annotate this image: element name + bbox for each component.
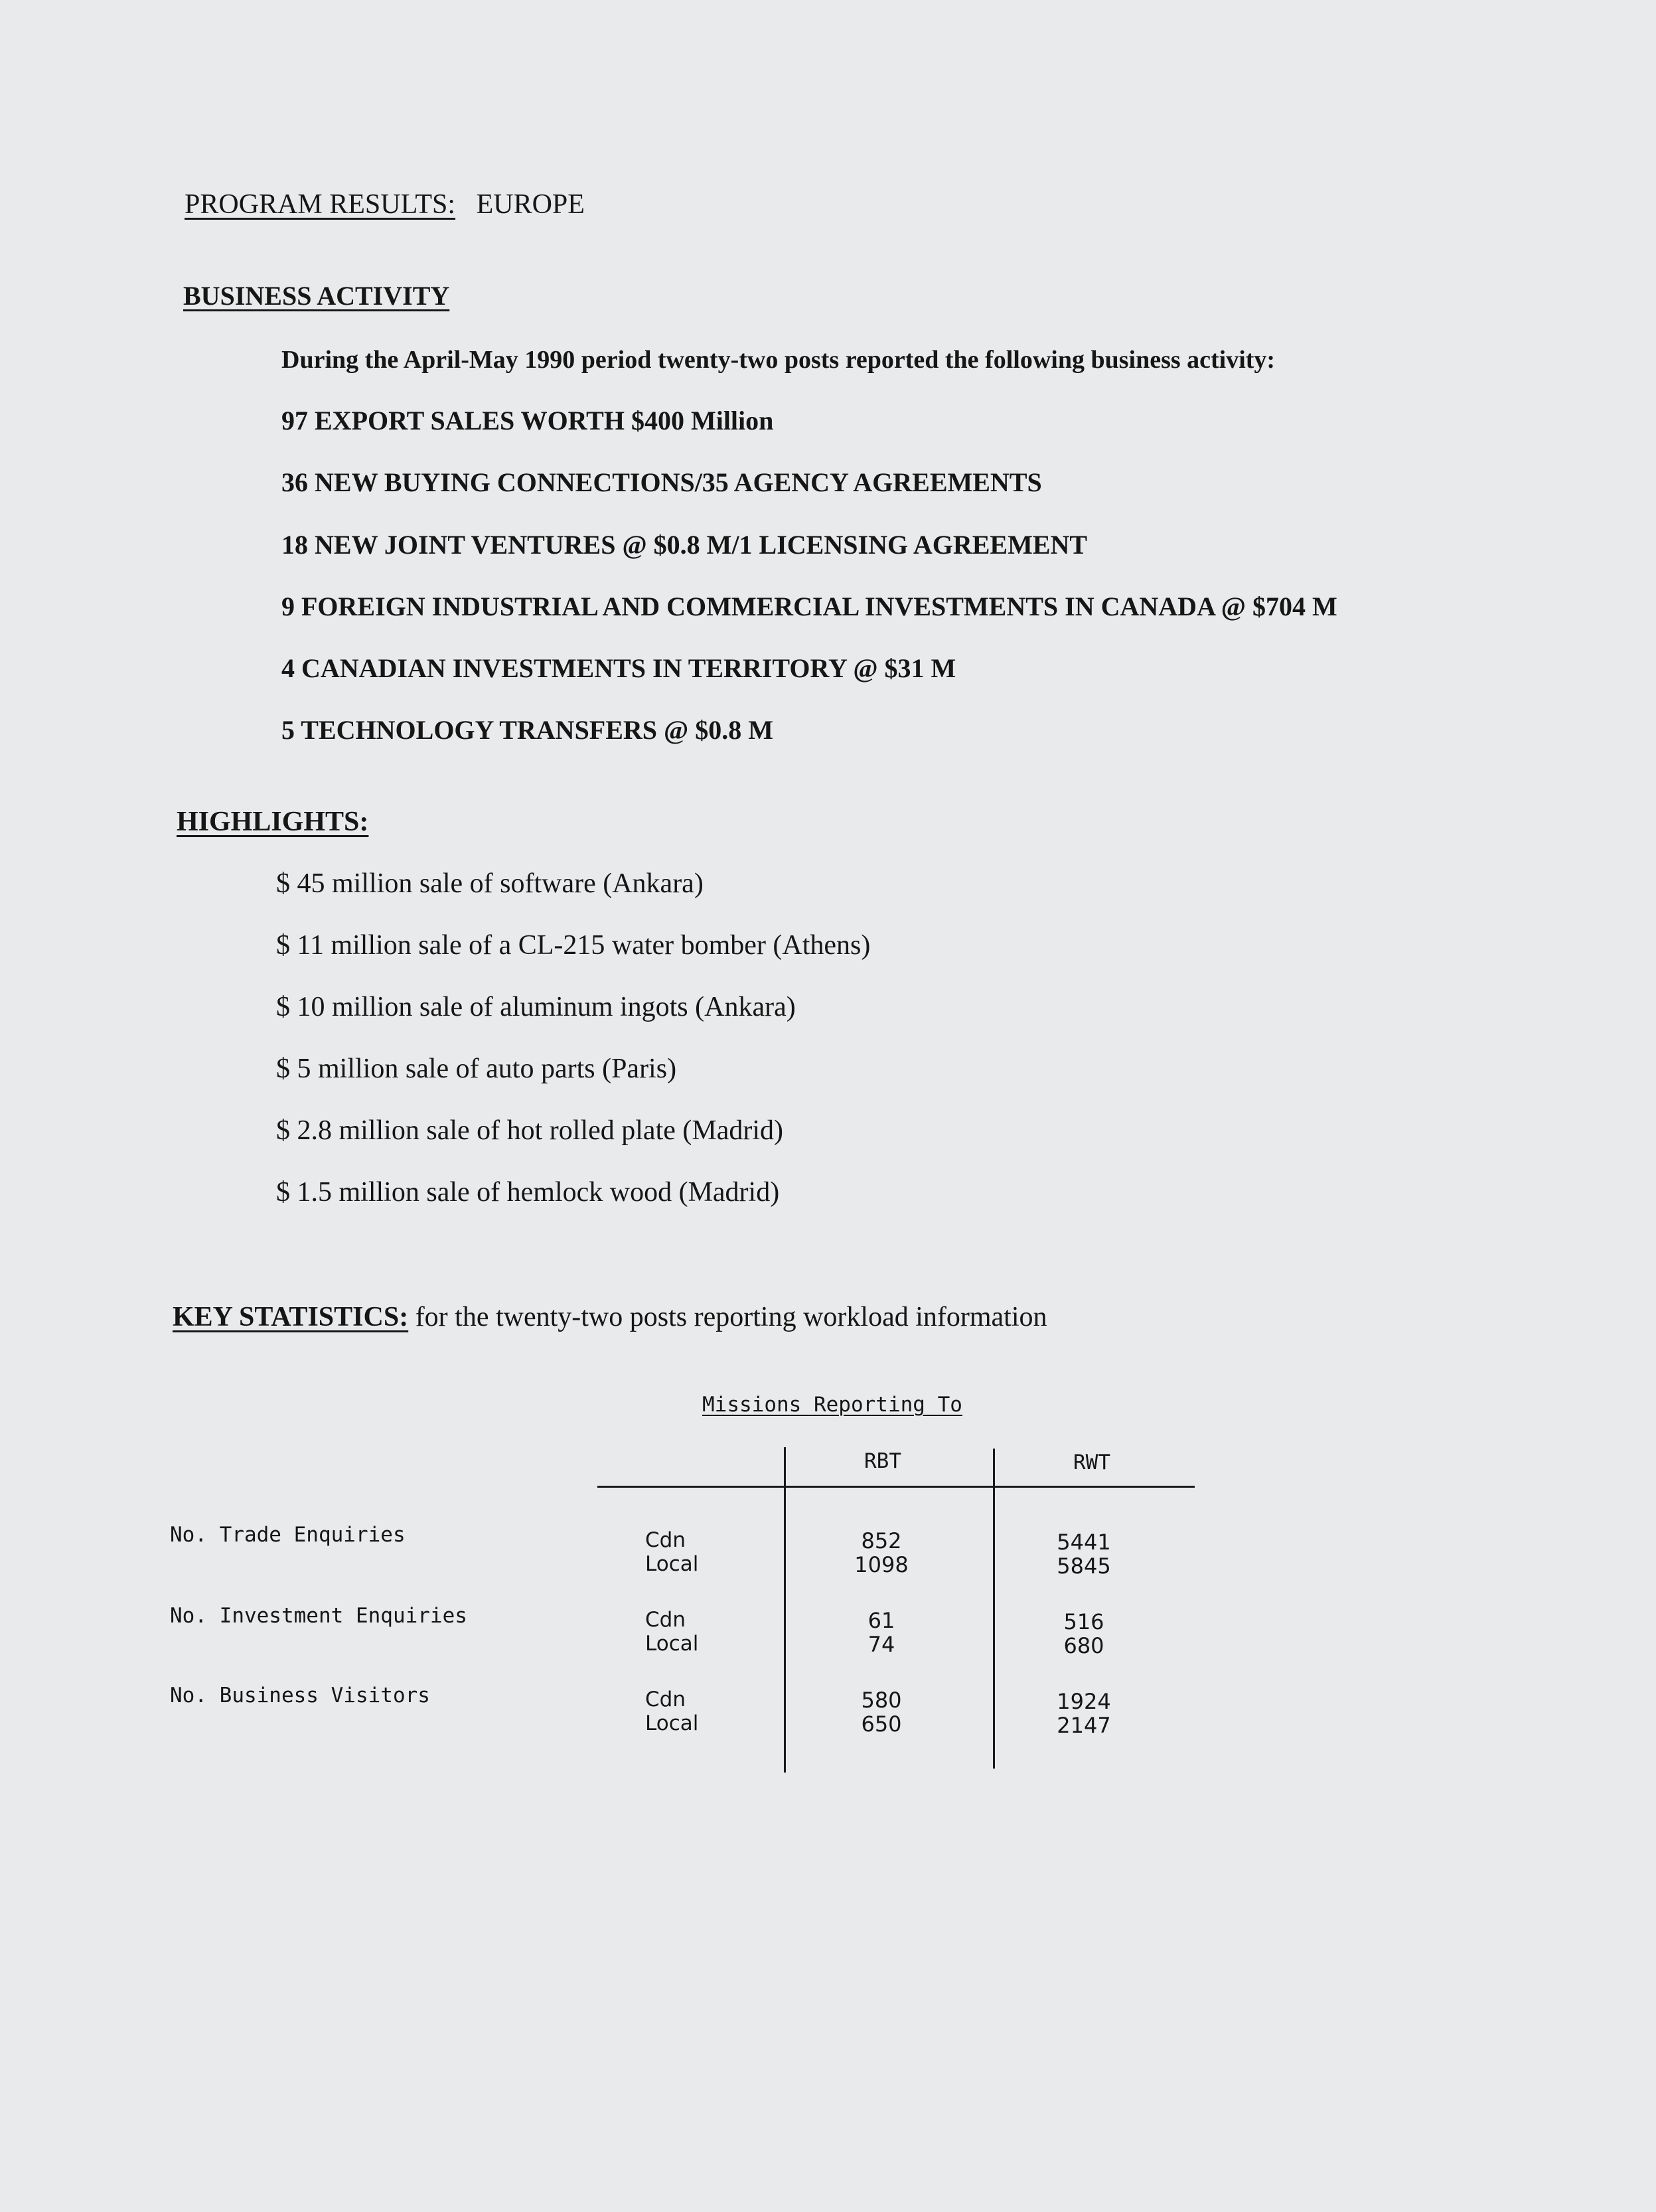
table-cell: 5441 [1057,1530,1111,1555]
business-activity-intro: During the April-May 1990 period twenty-two posts reported the following business activity: [281,346,1276,374]
highlight-item: $ 1.5 million sale of hemlock wood (Madrid) [276,1177,780,1208]
row-sub-cdn: Cdn [645,1688,686,1711]
highlight-item: $ 11 million sale of a CL-215 water bomber (Athens) [276,930,871,961]
table-cell: 650 [861,1711,902,1737]
highlight-item: $ 2.8 million sale of hot rolled plate (Madrid) [276,1115,783,1146]
table-column-divider [993,1449,995,1769]
table-cell: 852 [861,1528,902,1553]
table-column-divider [784,1447,786,1773]
row-label-investment-enquiries: No. Investment Enquiries [170,1604,467,1628]
row-sub-local: Local [645,1632,699,1656]
page-title-region: EUROPE [476,189,585,220]
row-sub-cdn: Cdn [645,1608,686,1632]
table-cell: 5845 [1057,1553,1111,1579]
table-cell: 74 [867,1632,895,1657]
key-statistics-heading [173,1301,1047,1333]
activity-item: 18 NEW JOINT VENTURES @ $0.8 M/1 LICENSING AGREEMENT [281,530,1088,560]
activity-item: 4 CANADIAN INVESTMENTS IN TERRITORY @ $31 M [281,653,956,683]
table-cell: 1924 [1057,1689,1111,1714]
table-title: Missions Reporting To [702,1393,962,1417]
highlight-item: $ 45 million sale of software (Ankara) [276,868,704,899]
table-cell: 2147 [1057,1713,1111,1738]
table-cell: 61 [867,1608,895,1633]
row-label-trade-enquiries: No. Trade Enquiries [170,1523,406,1547]
highlight-item: $ 10 million sale of aluminum ingots (Ankara) [276,992,796,1022]
highlight-item: $ 5 million sale of auto parts (Paris) [276,1054,677,1084]
row-sub-local: Local [645,1552,699,1576]
business-activity-heading: BUSINESS ACTIVITY [183,281,450,311]
table-cell: 1098 [854,1552,909,1577]
page-title-label: PROGRAM RESULTS: [185,189,456,220]
row-sub-local: Local [645,1711,699,1735]
page-title [185,189,585,220]
activity-item: 9 FOREIGN INDUSTRIAL AND COMMERCIAL INVESTMENTS IN CANADA @ $704 M [281,592,1337,621]
column-header-rwt: RWT [1073,1451,1110,1474]
table-header-rule [597,1486,1195,1488]
table-cell: 516 [1063,1609,1104,1634]
row-label-business-visitors: No. Business Visitors [170,1684,430,1707]
column-header-rbt: RBT [864,1449,901,1473]
table-cell: 580 [861,1688,902,1713]
activity-item: 36 NEW BUYING CONNECTIONS/35 AGENCY AGREEMENTS [281,467,1042,497]
activity-item: 5 TECHNOLOGY TRANSFERS @ $0.8 M [281,715,774,745]
row-sub-cdn: Cdn [645,1528,686,1552]
table-cell: 680 [1063,1633,1104,1658]
key-statistics-subtitle: for the twenty-two posts reporting workload information [415,1302,1047,1332]
highlights-heading: HIGHLIGHTS: [177,807,369,837]
key-statistics-title: KEY STATISTICS: [173,1302,409,1332]
activity-item: 97 EXPORT SALES WORTH $400 Million [281,406,774,435]
